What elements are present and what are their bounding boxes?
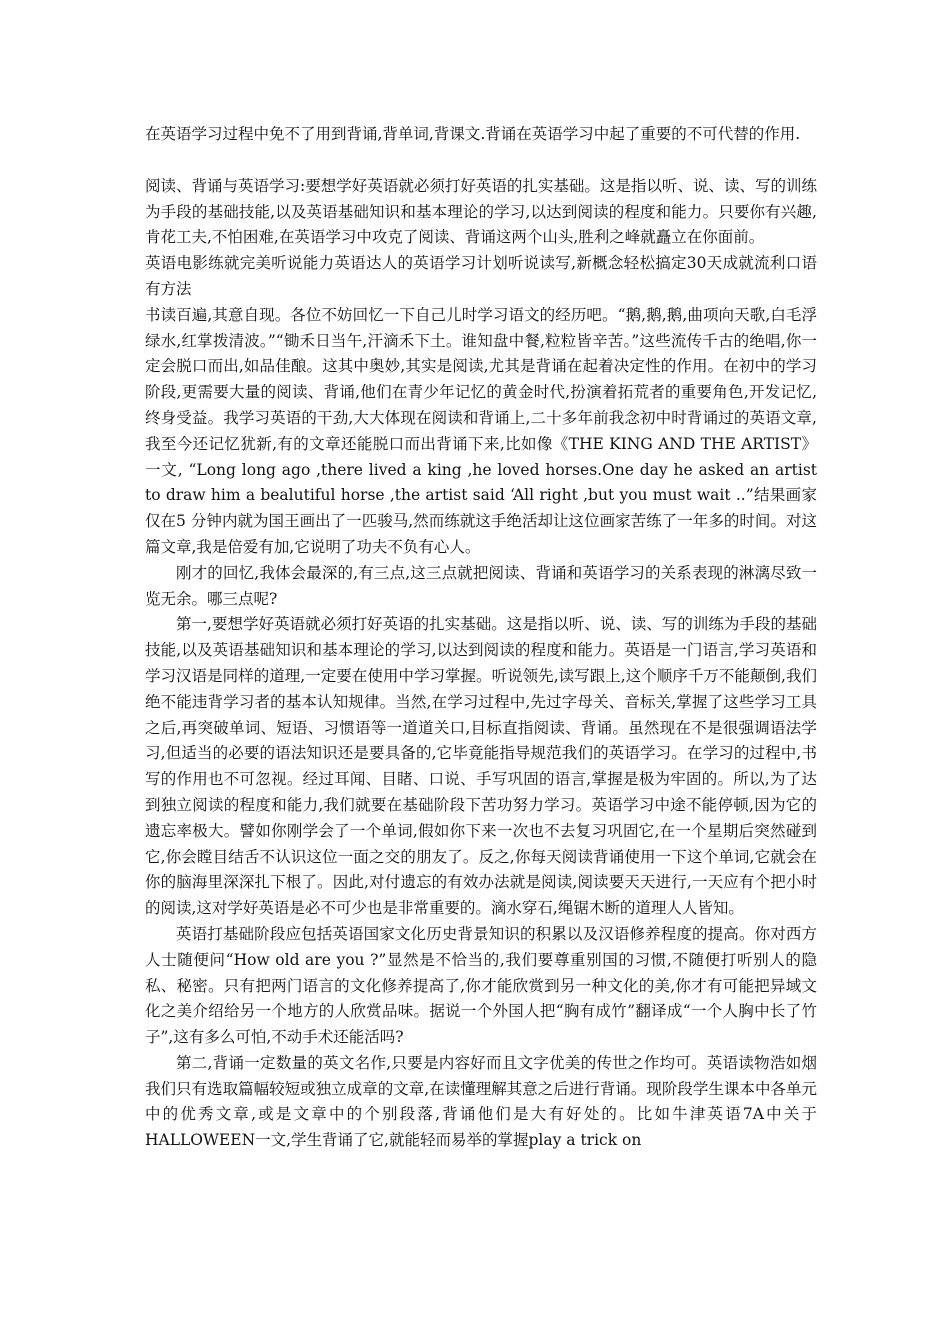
document-body: [145, 122, 817, 1154]
body-paragraph-1: 书读百遍,其意自现。各位不妨回忆一下自己儿时学习语文的经历吧。“鹅,鹅,鹅,曲项向天歌,白毛浮绿水,红掌拨清波。”“锄禾日当午,汗滴禾下土。谁知盘中餐,粒粒皆辛苦。”这些流传千古的绝唱,你一定会脱口而出,如品佳酿。这其中奥妙,其实是阅读,尤其是背诵在起着决定性的作用。在初中的学习阶段,更需要大量的阅读、背诵,他们在青少年记忆的黄金时代,扮演着拓荒者的重要角色,开发记忆,终身受益。我学习英语的干劲,大大体现在阅读和背诵上,二十多年前我念初中时背诵过的英语文章,我至今还记忆犹新,有的文章还能脱口而出背诵下来,比如像《THE KING AND THE ARTIST》一文, “Long long ago ,there lived a king ,he loved horses.One day he asked an artist to draw him a bealutiful horse ,the artist said ‘All right ,but you must wait ..”结果画家仅在5 分钟内就为国王画出了一匹骏马,然而练就这手绝活却让这位画家苦练了一年多的时间。对这篇文章,我是倍爱有加,它说明了功夫不负有心人。: [145, 305, 817, 556]
intro-paragraph: 在英语学习过程中免不了用到背诵,背单词,背课文.背诵在英语学习中起了重要的不可代替的作用.: [145, 125, 801, 143]
body-paragraph-2: 刚才的回忆,我体会最深的,有三点,这三点就把阅读、背诵和英语学习的关系表现的淋漓尽致一览无余。哪三点呢?: [145, 563, 817, 608]
paragraph-gap: [145, 148, 817, 174]
promo-line: 英语电影练就完美听说能力英语达人的英语学习计划听说读写,新概念轻松搞定30天成就流利口语有方法: [145, 254, 817, 298]
body-paragraph-5: 第二,背诵一定数量的英文名作,只要是内容好而且文字优美的传世之作均可。英语读物浩如烟我们只有选取篇幅较短或独立成章的文章,在读懂理解其意之后进行背诵。现阶段学生课本中各单元中的优秀文章,或是文章中的个别段落,背诵他们是大有好处的。比如牛津英语7A中关于HALLOWEEN一文,学生背诵了它,就能轻而易举的掌握play a trick on: [145, 1053, 817, 1150]
lead-paragraph: 阅读、背诵与英语学习:要想学好英语就必须打好英语的扎实基础。这是指以听、说、读、写的训练为手段的基础技能,以及英语基础知识和基本理论的学习,以达到阅读的程度和能力。只要你有兴趣,肯花工夫,不怕困难,在英语学习中攻克了阅读、背诵这两个山头,胜利之峰就矗立在你面前。: [145, 176, 817, 247]
body-paragraph-4: 英语打基础阶段应包括英语国家文化历史背景知识的积累以及汉语修养程度的提高。你对西方人士随便问“How old are you ?”显然是不恰当的,我们要尊重别国的习惯,不随便打听别人的隐私、秘密。只有把两门语言的文化修养提高了,你才能欣赏到另一种文化的美,你才有可能把异域文化之美介绍给另一个地方的人欣赏品味。据说一个外国人把“胸有成竹”翻译成“一个人胸中长了竹子”,这有多么可怕,不动手术还能活吗?: [145, 924, 817, 1047]
body-paragraph-3: 第一,要想学好英语就必须打好英语的扎实基础。这是指以听、说、读、写的训练为手段的基础技能,以及英语基础知识和基本理论的学习,以达到阅读的程度和能力。英语是一门语言,学习英语和学习汉语是同样的道理,一定要在使用中学习掌握。听说领先,读写跟上,这个顺序千万不能颠倒,我们绝不能违背学习者的基本认知规律。当然,在学习过程中,先过字母关、音标关,掌握了这些学习工具之后,再突破单词、短语、习惯语等一道道关口,目标直指阅读、背诵。虽然现在不是很强调语法学习,但适当的必要的语法知识还是要具备的,它毕竟能指导规范我们的英语学习。在学习的过程中,书写的作用也不可忽视。经过耳闻、目睹、口说、手写巩固的语言,掌握是极为牢固的。所以,为了达到独立阅读的程度和能力,我们就要在基础阶段下苦功努力学习。英语学习中途不能停顿,因为它的遗忘率极大。譬如你刚学会了一个单词,假如你下来一次也不去复习巩固它,在一个星期后突然碰到它,你会瞠目结舌不认识这位一面之交的朋友了。反之,你每天阅读背诵使用一下这个单词,它就会在你的脑海里深深扎下根了。因此,对付遗忘的有效办法就是阅读,阅读要天天进行,一天应有个把小时的阅读,这对学好英语是必不可少也是非常重要的。滴水穿石,绳锯木断的道理人人皆知。: [145, 615, 817, 918]
